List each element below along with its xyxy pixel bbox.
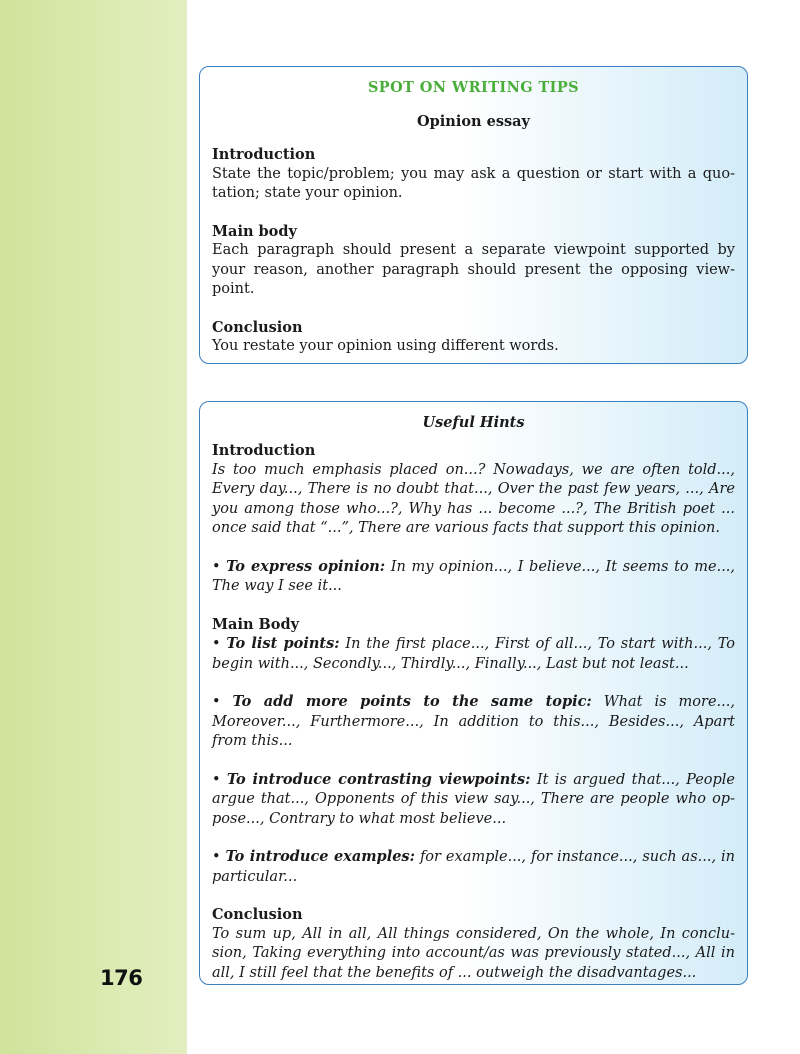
section-text: Is too much emphasis placed on...? Nowadays, we are often told..., Every day..., There is no doubt that..., Over the past few years, ..., Are you among those who...?, Why has ... become ...?, The British poet ... once said that “...”, There are various facts that support this opinion.: [212, 461, 735, 536]
hint-label: To introduce contrasting viewpoints:: [226, 770, 531, 788]
bullet-icon: •: [212, 636, 227, 652]
section-conclusion: [212, 318, 735, 357]
section-heading: Main Body: [212, 615, 300, 633]
section-text: Each paragraph should present a separate viewpoint supported by your reason, another paragraph should present the opposing view-point.: [212, 242, 735, 297]
section-heading: Main body: [212, 222, 297, 240]
section-text: State the topic/problem; you may ask a question or start with a quo-tation; state your opinion.: [212, 165, 735, 201]
section-heading: Introduction: [212, 442, 316, 459]
hint-label: To express opinion:: [226, 557, 386, 575]
section-main-body: [212, 222, 735, 300]
hint-label: To introduce examples:: [225, 848, 415, 865]
hint-contrasting-viewpoints: [212, 770, 735, 830]
bullet-icon: •: [212, 558, 227, 575]
section-introduction: [212, 145, 735, 204]
hints-main-body: [212, 615, 735, 675]
hint-text: What is more..., Moreover..., Furthermore..., In addition to this..., Besides..., Apart from this...: [212, 694, 735, 749]
section-text: To sum up, All in all, All things considered, On the whole, In conclu-sion, Taking everything into account/as was previously stated..., All in all, I still feel that the benefits of ... outweigh the disadvantages...: [212, 925, 735, 981]
box-title: SPOT ON WRITING TIPS: [367, 79, 580, 96]
page-number: 176: [100, 966, 143, 990]
section-text: You restate your opinion using different words.: [212, 338, 559, 354]
box-subtitle: Opinion essay: [417, 113, 530, 130]
hint-text: In my opinion..., I believe..., It seems to me..., The way I see it...: [212, 558, 736, 594]
hint-express-opinion: [212, 557, 735, 597]
hint-label: To add more points to the same topic:: [232, 693, 592, 710]
hints-conclusion: [212, 905, 735, 983]
section-heading: Conclusion: [212, 318, 303, 336]
writing-tips-box: [199, 66, 748, 364]
hint-text: for example..., for instance..., such as..., in particular...: [212, 849, 736, 885]
box-title: Useful Hints: [422, 414, 525, 431]
page-margin-sidebar: [0, 0, 187, 1054]
bullet-icon: •: [212, 694, 233, 710]
hint-label: To list points:: [226, 635, 340, 652]
section-heading: Conclusion: [212, 906, 303, 923]
bullet-icon: •: [212, 771, 227, 788]
bullet-icon: •: [212, 849, 226, 865]
hint-add-points: [212, 692, 735, 752]
hints-introduction: [212, 441, 735, 539]
hint-examples: [212, 847, 735, 887]
hint-text: In the first place..., First of all..., To start with..., To begin with..., Secondly..., Thirdly..., Finally..., Last but not least...: [212, 636, 736, 672]
useful-hints-box: [199, 401, 748, 985]
section-heading: Introduction: [212, 146, 316, 163]
hint-text: It is argued that..., People argue that..., Opponents of this view say..., There are people who op-pose..., Contrary to what most believe...: [212, 771, 736, 827]
